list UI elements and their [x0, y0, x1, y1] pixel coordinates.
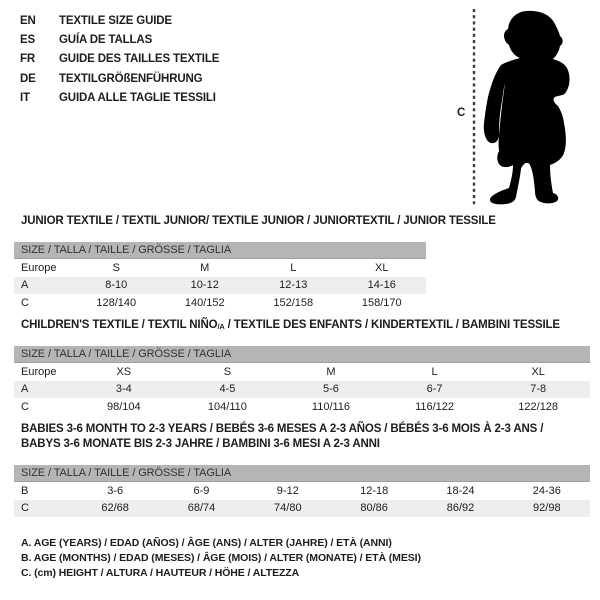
size-cell: S	[223, 365, 232, 378]
baby-silhouette-icon	[484, 11, 570, 204]
size-cell: S	[112, 261, 120, 274]
babies-textile-table	[14, 422, 590, 517]
size-cell: 74/80	[274, 502, 302, 515]
children-textile-table	[14, 318, 590, 416]
junior-textile-table	[14, 214, 496, 312]
language-label: GUÍA DE TALLAS	[59, 34, 153, 47]
row-label: Europe	[21, 365, 57, 378]
size-cell: 7-8	[530, 383, 547, 396]
table-row	[14, 500, 590, 518]
table-row	[14, 277, 426, 295]
language-code: EN	[20, 15, 36, 27]
title-line: BABIES 3-6 MONTH TO 2-3 YEARS / BEBÉS 3-6 MESES A 2-3 AÑOS / BÉBÉS 3-6 MOIS À 2-3 ANS /	[21, 423, 544, 435]
size-cell: 4-5	[219, 383, 236, 396]
language-row	[20, 70, 219, 89]
size-header-bar: SIZE / TALLA / TAILLE / GRÖSSE / TAGLIA	[14, 465, 590, 482]
title-subscript: /A	[217, 322, 225, 331]
language-code: FR	[20, 53, 36, 66]
size-cell: 80/86	[360, 502, 388, 515]
size-cell: 10-12	[190, 279, 219, 292]
size-header-bar: SIZE / TALLA / TAILLE / GRÖSSE / TAGLIA	[14, 242, 426, 259]
row-label: A	[21, 383, 29, 396]
size-cell: 5-6	[323, 383, 339, 396]
row-label: Europe	[21, 261, 57, 274]
size-cell: 122/128	[518, 400, 559, 413]
size-cell: M	[200, 261, 210, 274]
size-cell: 68/74	[187, 502, 216, 515]
title-text: / TEXTILE DES ENFANTS / KINDERTEXTIL / BAMBINI TESSILE	[224, 319, 560, 331]
table-row	[14, 363, 590, 381]
table-title	[21, 318, 590, 334]
table-row	[14, 259, 426, 277]
language-row	[20, 31, 219, 50]
size-cell: 116/122	[415, 400, 455, 413]
size-cell: 152/158	[273, 296, 314, 309]
table-title	[21, 422, 590, 452]
size-cell: XL	[375, 261, 389, 274]
size-cell: 12-18	[360, 484, 389, 497]
row-label: A	[21, 279, 29, 292]
legend-line-age-months: B. AGE (MONTHS) / EDAD (MESES) / ÂGE (MOIS) / ALTER (MONATE) / ETÀ (MESI)	[21, 552, 421, 565]
size-cell: L	[290, 261, 297, 274]
size-cell: 128/140	[96, 296, 137, 309]
figure-graphic	[465, 5, 580, 210]
size-cell: L	[431, 365, 438, 378]
language-code: IT	[20, 91, 30, 104]
size-header-bar: SIZE / TALLA / TAILLE / GRÖSSE / TAGLIA	[14, 346, 590, 363]
size-cell: 3-4	[115, 383, 132, 396]
size-cell: 12-13	[279, 279, 308, 292]
size-cell: 3-6	[107, 484, 124, 497]
size-cell: 18-24	[446, 484, 475, 497]
language-row	[20, 12, 219, 31]
language-code: ES	[20, 34, 36, 47]
language-row	[20, 50, 219, 69]
size-cell: 158/170	[361, 296, 402, 309]
language-title-list	[20, 12, 219, 108]
size-cell: M	[326, 365, 336, 378]
title-line: BABYS 3-6 MONATE BIS 2-3 JAHRE / BAMBINI 3-6 MESI A 2-3 ANNI	[21, 438, 380, 450]
size-cell: XS	[116, 365, 132, 378]
size-cell: 140/152	[184, 296, 225, 309]
size-cell: 6-9	[193, 484, 210, 497]
size-cell: 98/104	[106, 400, 141, 413]
size-cell: 104/110	[207, 400, 247, 413]
table-row	[14, 294, 426, 312]
size-cell: 62/68	[101, 502, 129, 515]
row-label: B	[21, 484, 29, 497]
table-row	[14, 381, 590, 399]
table-row	[14, 398, 590, 416]
legend	[21, 536, 421, 582]
row-label: C	[21, 502, 29, 515]
row-label: C	[21, 296, 29, 309]
legend-line-height-cm: C. (cm) HEIGHT / ALTURA / HAUTEUR / HÖHE / ALTEZZA	[21, 567, 300, 580]
language-label: TEXTILE SIZE GUIDE	[59, 15, 172, 27]
size-cell: 8-10	[105, 279, 128, 292]
size-cell: 86/92	[446, 502, 475, 515]
height-measure-label: C	[457, 107, 466, 119]
size-cell: 9-12	[276, 484, 299, 497]
language-code: DE	[20, 72, 36, 85]
language-label: GUIDA ALLE TAGLIE TESSILI	[59, 91, 216, 104]
size-cell: 6-7	[426, 383, 443, 396]
title-text: CHILDREN'S TEXTILE / TEXTIL NIÑO	[21, 319, 218, 331]
language-row	[20, 89, 219, 108]
language-label: GUIDE DES TAILLES TEXTILE	[59, 53, 220, 66]
language-label: TEXTILGRÖßENFÜHRUNG	[59, 72, 203, 85]
size-cell: 110/116	[311, 400, 351, 413]
size-cell: 92/98	[533, 502, 561, 515]
table-row	[14, 482, 590, 500]
size-cell: 14-16	[367, 279, 396, 292]
size-cell: XL	[531, 365, 545, 378]
size-cell: 24-36	[532, 484, 561, 497]
legend-line-age-years: A. AGE (YEARS) / EDAD (AÑOS) / ÂGE (ANS) / ALTER (JAHRE) / ETÀ (ANNI)	[21, 537, 392, 549]
row-label: C	[21, 400, 29, 413]
table-title: JUNIOR TEXTILE / TEXTIL JUNIOR/ TEXTILE JUNIOR / JUNIORTEXTIL / JUNIOR TESSILE	[21, 215, 496, 227]
